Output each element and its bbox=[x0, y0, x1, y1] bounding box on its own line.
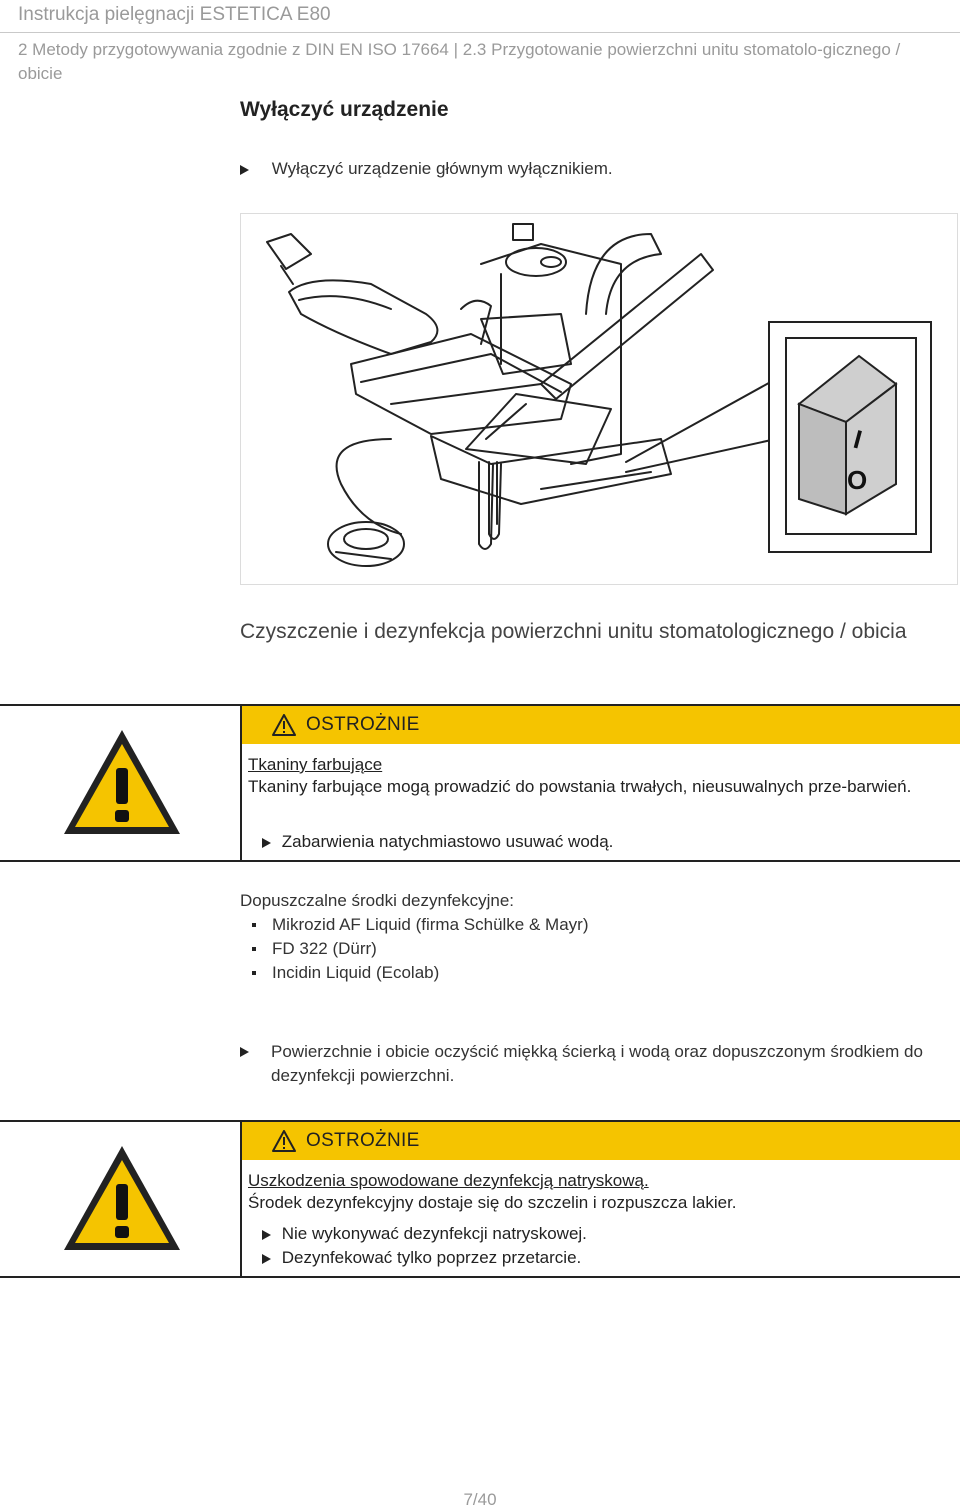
breadcrumb: 2 Metody przygotowywania zgodnie z DIN EN ISO 17664 | 2.3 Przygotowanie powierzchni unitu stomatolo-gicznego / obicie bbox=[18, 40, 901, 83]
main-switch-icon bbox=[769, 322, 931, 552]
document-title: Instrukcja pielęgnacji ESTETICA E80 bbox=[18, 4, 331, 25]
arrow-bullet-icon bbox=[262, 838, 271, 848]
warning-action: Nie wykonywać dezynfekcji natryskowej. bbox=[262, 1223, 587, 1245]
square-bullet-icon bbox=[252, 923, 256, 927]
agents-intro: Dopuszczalne środki dezynfekcyjne: bbox=[240, 891, 515, 910]
warning-title: Tkaniny farbujące bbox=[248, 755, 383, 774]
warning-box-staining bbox=[0, 704, 960, 862]
warning-small-icon bbox=[272, 1130, 296, 1152]
switch-on-label: I bbox=[850, 423, 866, 455]
dental-unit-illustration bbox=[240, 213, 958, 585]
warning-box-spray bbox=[0, 1120, 960, 1278]
warning-triangle-icon bbox=[60, 726, 184, 838]
step-text: Powierzchnie i obicie oczyścić miękką ścierką i wodą oraz dopuszczonym środkiem do dezynfekcji powierzchni. bbox=[271, 1042, 923, 1085]
warning-label: OSTROŻNIE bbox=[306, 714, 420, 735]
step-text: Wyłączyć urządzenie głównym wyłącznikiem. bbox=[271, 159, 613, 178]
square-bullet-icon bbox=[252, 947, 256, 951]
agent-list-item: FD 322 (Dürr) bbox=[252, 937, 377, 961]
warning-small-icon bbox=[272, 714, 296, 736]
square-bullet-icon bbox=[252, 971, 256, 975]
header-divider bbox=[0, 32, 960, 33]
warning-action: Dezynfekować tylko poprzez przetarcie. bbox=[262, 1247, 581, 1269]
dental-unit-drawing bbox=[241, 214, 957, 584]
agent-list-item: Mikrozid AF Liquid (firma Schülke & Mayr) bbox=[252, 913, 588, 937]
switch-off-label: O bbox=[847, 465, 868, 495]
warning-triangle-icon bbox=[60, 1142, 184, 1254]
warning-label: OSTROŻNIE bbox=[306, 1130, 420, 1151]
warning-action: Zabarwienia natychmiastowo usuwać wodą. bbox=[262, 831, 613, 853]
arrow-bullet-icon bbox=[240, 1047, 249, 1057]
warning-header-bar bbox=[240, 706, 960, 744]
warning-header-bar bbox=[240, 1122, 960, 1160]
warning-text: Środek dezynfekcyjny dostaje się do szczelin i rozpuszcza lakier. bbox=[248, 1193, 737, 1212]
arrow-bullet-icon bbox=[262, 1230, 271, 1240]
arrow-bullet-icon bbox=[262, 1254, 271, 1264]
agent-list-item: Incidin Liquid (Ecolab) bbox=[252, 961, 439, 985]
page-number: 7/40 bbox=[463, 1490, 497, 1509]
arrow-bullet-icon bbox=[240, 165, 249, 175]
section-heading-cleaning: Czyszczenie i dezynfekcja powierzchni unitu stomatologicznego / obicia bbox=[240, 620, 907, 643]
warning-title: Uszkodzenia spowodowane dezynfekcją natryskową. bbox=[248, 1171, 649, 1190]
section-heading-switch-off: Wyłączyć urządzenie bbox=[240, 98, 449, 121]
warning-text: Tkaniny farbujące mogą prowadzić do powstania trwałych, nieusuwalnych prze-barwień. bbox=[248, 777, 912, 796]
step-switch-off bbox=[240, 157, 613, 181]
step-clean-surfaces bbox=[240, 1040, 940, 1088]
